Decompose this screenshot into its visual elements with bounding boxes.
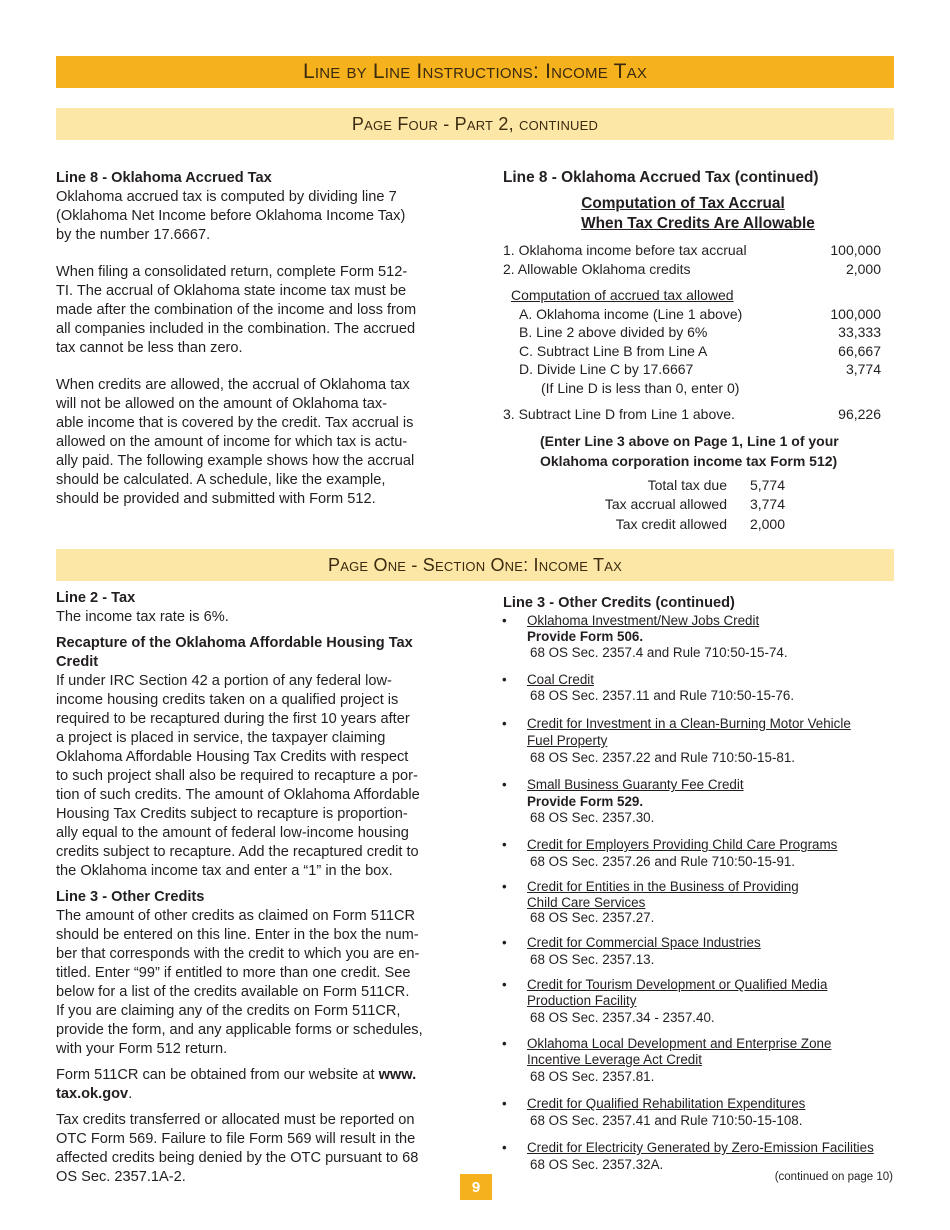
section-title: Page Four - Part 2, continued [351,113,599,134]
credit-provide: Provide Form 506. [527,629,644,644]
tax-credit-value: 2,000 [749,516,785,532]
text-line: income housing credits taken on a qualified project is [56,692,399,708]
item1-label: 1. Oklahoma income before tax accrual [503,242,747,258]
bullet: • [502,977,507,992]
bullet: • [502,777,507,792]
credit-ref: 68 OS Sec. 2357.41 and Rule 710:50-15-108. [530,1113,803,1128]
text-line: TI. The accrual of Oklahoma state income tax must be [56,283,407,299]
page-number: 9 [460,1174,492,1200]
credit-ref: 68 OS Sec. 2357.27. [530,910,655,925]
line8-left-block [56,169,456,509]
credit-title: Credit for Electricity Generated by Zero-Emission Facilities [527,1140,874,1155]
website-text: Form 511CR can be obtained from our website at www. [56,1067,417,1083]
text-line: affected credits being denied by the OTC pursuant to 68 [56,1150,419,1166]
item2-label: 2. Allowable Oklahoma credits [503,261,691,277]
credit-provide: Provide Form 529. [527,794,644,809]
text-line: a project is placed in service, the taxpayer claiming [56,730,386,746]
line-b-value: 33,333 [838,324,881,340]
text-line: credits subject to recapture. Add the recaptured credit to [56,844,419,860]
text-line: If you are claiming any of the credits on Form 511CR, [56,1003,401,1019]
continued-note: (continued on page 10) [774,1171,893,1183]
credit-title: Production Facility [527,993,637,1008]
credit-title: Oklahoma Investment/New Jobs Credit [527,613,760,628]
line-d-label: D. Divide Line C by 17.6667 [519,361,694,377]
text-line: should be provided and submitted with Form 512. [56,491,376,507]
text-line: allowed on the amount of income for which tax is actu- [56,434,408,450]
text-line: provide the form, and any applicable forms or schedules, [56,1022,423,1038]
credit-ref: 68 OS Sec. 2357.34 - 2357.40. [530,1010,715,1025]
text-line: ally paid. The following example shows how the accrual [56,453,415,469]
text-line: tax cannot be less than zero. [56,340,243,356]
line-d-note: (If Line D is less than 0, enter 0) [541,380,740,396]
credit-ref: 68 OS Sec. 2357.13. [530,952,655,967]
bullet: • [502,879,507,894]
item3-label: 3. Subtract Line D from Line 1 above. [503,406,735,422]
item1-value: 100,000 [830,242,881,258]
credit-ref: 68 OS Sec. 2357.11 and Rule 710:50-15-76. [530,688,795,703]
section-banner-page-four [56,108,894,140]
text-line: should be entered on this line. Enter in the box the num- [56,927,419,943]
text-line: the Oklahoma income tax and enter a “1” in the box. [56,863,393,879]
text-line: OS Sec. 2357.1A-2. [56,1169,186,1185]
text-line: able income that is covered by the credit. Tax accrual is [56,415,414,431]
line2-heading: Line 2 - Tax [56,590,136,606]
line-b-label: B. Line 2 above divided by 6% [519,324,708,340]
text-line: should be calculated. A schedule, like the example, [56,472,386,488]
text-line: Oklahoma Affordable Housing Tax Credits with respect [56,749,409,765]
credit-ref: 68 OS Sec. 2357.32A. [530,1157,664,1172]
credit-title: Credit for Employers Providing Child Care Programs [527,837,838,852]
credit-ref: 68 OS Sec. 2357.22 and Rule 710:50-15-81. [530,750,796,765]
text-line: below for a list of the credits available on Form 511CR. [56,984,410,1000]
website-link-part2[interactable]: tax.ok.gov [56,1086,129,1102]
text-line: required to be recaptured during the first 10 years after [56,711,410,727]
line-d-value: 3,774 [845,361,881,377]
credit-title: Credit for Entities in the Business of Providing [527,879,799,894]
tax-credit-label: Tax credit allowed [615,516,727,532]
credit-title: Small Business Guaranty Fee Credit [527,777,744,792]
bullet: • [502,672,507,687]
accrued-tax-subheading: Computation of accrued tax allowed [511,287,734,303]
line8-continued-heading: Line 8 - Oklahoma Accrued Tax (continued) [503,169,819,186]
line-c-value: 66,667 [838,343,881,359]
text-line: Oklahoma accrued tax is computed by dividing line 7 [56,189,397,205]
tax-accrual-value: 3,774 [749,496,785,512]
text-line: ally equal to the amount of federal low-income housing [56,825,409,841]
line-a-value: 100,000 [830,306,881,322]
text-line: OTC Form 569. Failure to file Form 569 will result in the [56,1131,416,1147]
line3-heading: Line 3 - Other Credits [56,889,205,905]
credit-title: Credit for Investment in a Clean-Burning Motor Vehicle [527,716,851,731]
credit-ref: 68 OS Sec. 2357.26 and Rule 710:50-15-91. [530,854,796,869]
credit-ref: 68 OS Sec. 2357.81. [530,1069,655,1084]
recapture-heading: Credit [56,654,99,670]
credit-ref: 68 OS Sec. 2357.4 and Rule 710:50-15-74. [530,645,788,660]
section-title: Page One - Section One: Income Tax [328,554,622,575]
text-line: to such project shall also be required to recapture a por- [56,768,418,784]
text-line: made after the combination of the income and loss from [56,302,417,318]
credit-title: Coal Credit [527,672,594,687]
credit-title: Fuel Property [527,733,608,748]
bullet: • [502,1096,507,1111]
credit-title: Credit for Commercial Space Industries [527,935,761,950]
website-text: tax.ok.gov. [56,1086,133,1102]
bullet: • [502,935,507,950]
line-c-label: C. Subtract Line B from Line A [519,343,708,359]
page-title: Line by Line Instructions: Income Tax [302,60,648,83]
text-line: When filing a consolidated return, complete Form 512- [56,264,408,280]
text-line: ber that corresponds with the credit to which you are en- [56,946,420,962]
text-line: by the number 17.6667. [56,227,211,243]
credit-title: Oklahoma Local Development and Enterprise Zone [527,1036,832,1051]
text-line: tion of such credits. The amount of Oklahoma Affordable [56,787,420,803]
enter-note-line2: Oklahoma corporation income tax Form 512) [540,453,838,469]
credit-title: Credit for Tourism Development or Qualified Media [527,977,828,992]
bullet: • [502,1140,507,1155]
credit-title: Credit for Qualified Rehabilitation Expenditures [527,1096,806,1111]
item3-value: 96,226 [838,406,881,422]
text-line: Housing Tax Credits subject to recapture is proportion- [56,806,408,822]
bullet: • [502,1036,507,1051]
bullet: • [502,716,507,731]
line8-heading: Line 8 - Oklahoma Accrued Tax [56,170,272,186]
credit-title: Child Care Services [527,895,646,910]
website-link-part1[interactable]: www. [378,1067,417,1083]
income-tax-left-block [56,589,456,1187]
line3-continued-heading: Line 3 - Other Credits (continued) [503,595,735,611]
line2-text: The income tax rate is 6%. [56,609,229,625]
page-title-banner [56,56,894,88]
total-tax-label: Total tax due [647,477,727,493]
enter-note-line1: (Enter Line 3 above on Page 1, Line 1 of your [540,433,839,449]
bullet: • [502,837,507,852]
text-line: When credits are allowed, the accrual of Oklahoma tax [56,377,410,393]
line-a-label: A. Oklahoma income (Line 1 above) [519,306,743,322]
text-line: The amount of other credits as claimed on Form 511CR [56,908,416,924]
text-line: all companies included in the combination. The accrued [56,321,416,337]
item2-value: 2,000 [845,261,881,277]
tax-accrual-label: Tax accrual allowed [604,496,727,512]
credit-title: Incentive Leverage Act Credit [527,1052,702,1067]
text-line: with your Form 512 return. [56,1041,228,1057]
text-line: (Oklahoma Net Income before Oklahoma Income Tax) [56,208,406,224]
credit-ref: 68 OS Sec. 2357.30. [530,810,655,825]
text-line: If under IRC Section 42 a portion of any federal low- [56,673,392,689]
computation-title-line2: When Tax Credits Are Allowable [581,215,815,232]
computation-title-line1: Computation of Tax Accrual [581,195,785,212]
section-banner-page-one [56,549,894,581]
text-line: will not be allowed on the amount of Oklahoma tax- [56,396,387,412]
bullet: • [502,613,507,628]
text-line: titled. Enter “99” if entitled to more than one credit. See [56,965,411,981]
recapture-heading: Recapture of the Oklahoma Affordable Housing Tax [56,635,413,651]
text-line: Tax credits transferred or allocated must be reported on [56,1112,415,1128]
total-tax-value: 5,774 [749,477,785,493]
